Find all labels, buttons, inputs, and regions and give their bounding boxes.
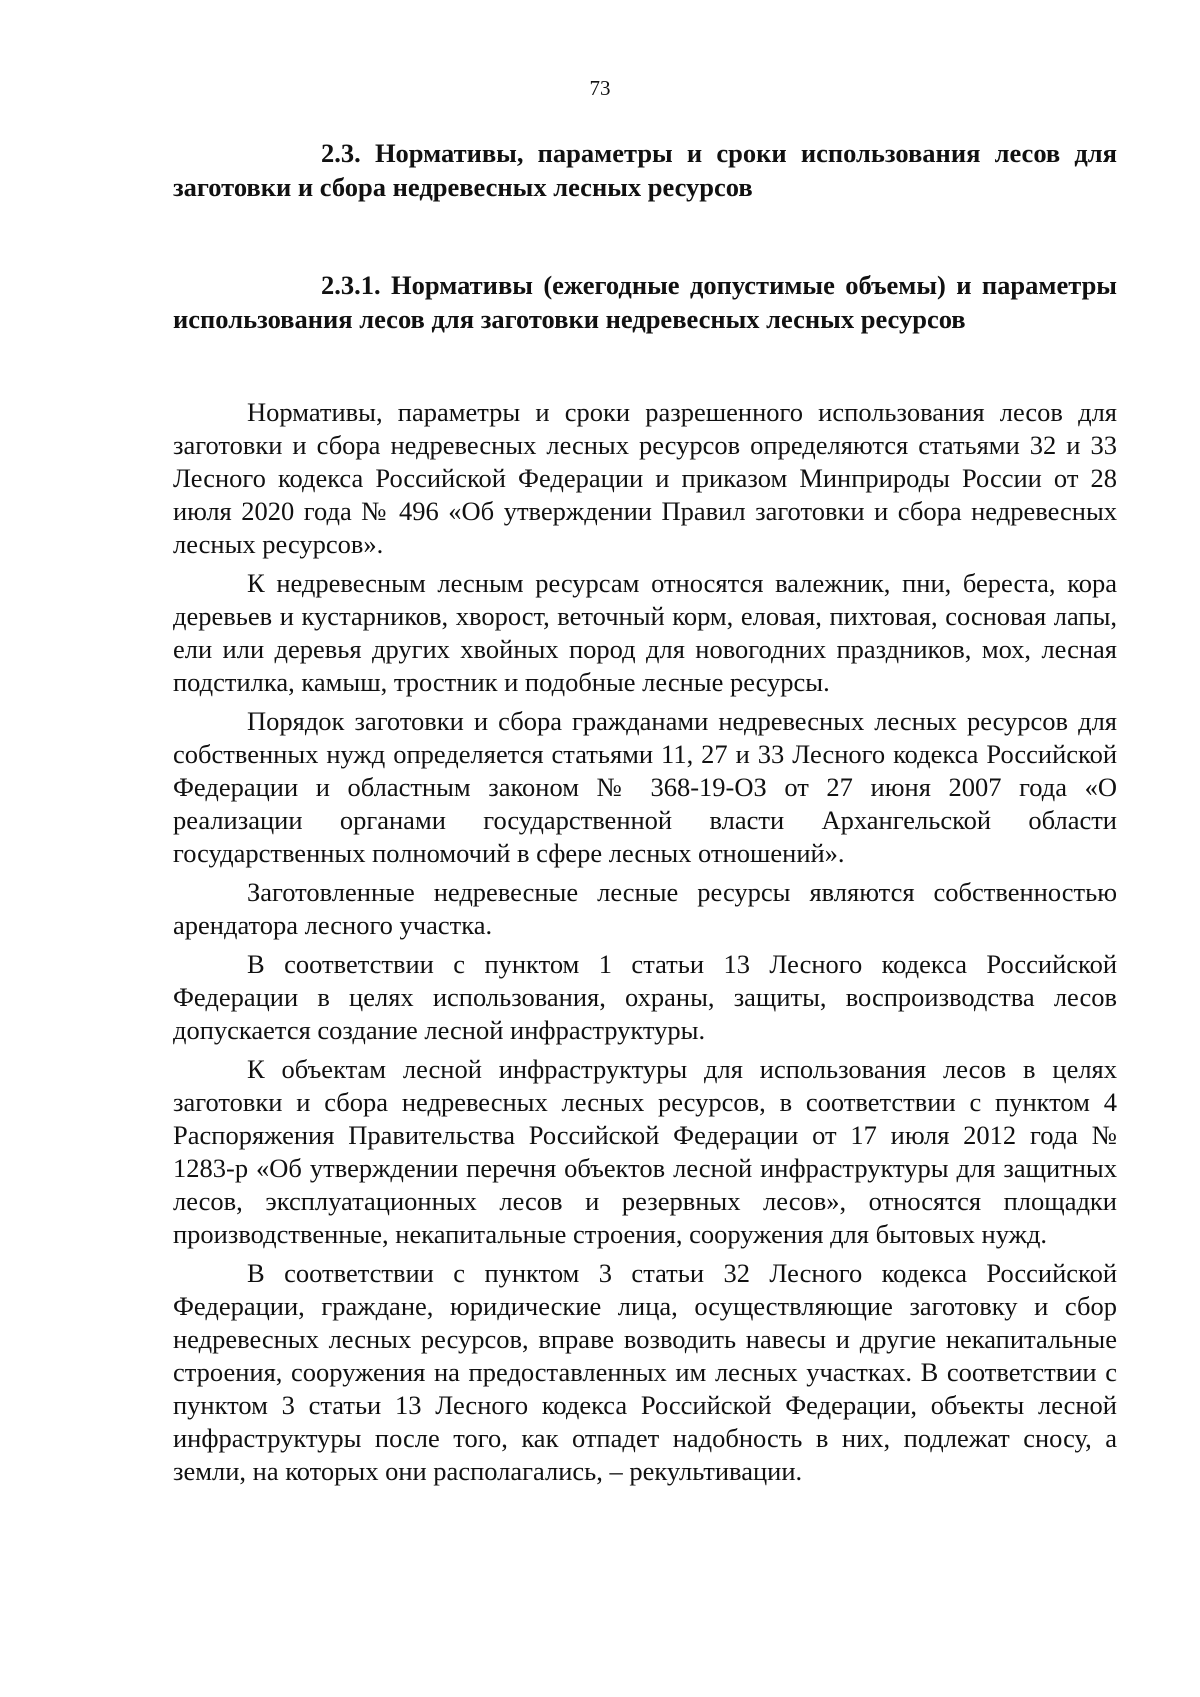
document-body bbox=[173, 136, 1117, 1494]
paragraph: Нормативы, параметры и сроки разрешенного использования лесов для заготовки и сбора недревесных лесных ресурсов определяются статьями 32 и 33 Лесного кодекса Российской Федерации и приказом Минприроды России от 28 июля 2020 года № 496 «Об утверждении Правил заготовки и сбора недревесных лесных ресурсов». bbox=[173, 397, 1117, 559]
paragraph: В соответствии с пунктом 1 статьи 13 Лесного кодекса Российской Федерации в целях использования, охраны, защиты, воспроизводства лесов допускается создание лесной инфраструктуры. bbox=[173, 949, 1117, 1045]
paragraph: Порядок заготовки и сбора гражданами недревесных лесных ресурсов для собственных нужд определяется статьями 11, 27 и 33 Лесного кодекса Российской Федерации и областным законом № 368-19-ОЗ от 27 июня 2007 года «О реализации органами государственной власти Архангельской области государственных полномочий в сфере лесных отношений». bbox=[173, 706, 1117, 868]
subsection-heading bbox=[173, 268, 1117, 336]
section-number: 2.3. bbox=[321, 138, 361, 168]
paragraph: К недревесным лесным ресурсам относятся валежник, пни, береста, кора деревьев и кустарников, хворост, веточный корм, еловая, пихтовая, сосновая лапы, ели или деревья других хвойных пород для новогодних праздников, мох, лесная подстилка, камыш, тростник и подобные лесные ресурсы. bbox=[173, 568, 1117, 697]
section-heading bbox=[173, 136, 1117, 204]
paragraph: Заготовленные недревесные лесные ресурсы являются собственностью арендатора лесного участка. bbox=[173, 877, 1117, 940]
section-title: Нормативы, параметры и сроки использования лесов для заготовки и сбора недревесных лесных ресурсов bbox=[173, 138, 1118, 202]
paragraph: К объектам лесной инфраструктуры для использования лесов в целях заготовки и сбора недревесных лесных ресурсов, в соответствии с пунктом 4 Распоряжения Правительства Российской Федерации от 17 июля 2012 года № 1283-р «Об утверждении перечня объектов лесной инфраструктуры для защитных лесов, эксплуатационных лесов и резервных лесов», относятся площадки производственные, некапитальные строения, сооружения для бытовых нужд. bbox=[173, 1054, 1117, 1249]
paragraph: В соответствии с пунктом 3 статьи 32 Лесного кодекса Российской Федерации, граждане, юридические лица, осуществляющие заготовку и сбор недревесных лесных ресурсов, вправе возводить навесы и другие некапитальные строения, сооружения на предоставленных им лесных участках. В соответствии с пунктом 3 статьи 13 Лесного кодекса Российской Федерации, объекты лесной инфраструктуры после того, как отпадет надобность в них, подлежат сносу, а земли, на которых они располагались, – рекультивации. bbox=[173, 1258, 1117, 1486]
page-number: 73 bbox=[589, 76, 611, 100]
subsection-number: 2.3.1. bbox=[321, 270, 381, 300]
subsection-title: Нормативы (ежегодные допустимые объемы) и параметры использования лесов для заготовки недревесных лесных ресурсов bbox=[173, 270, 1118, 334]
